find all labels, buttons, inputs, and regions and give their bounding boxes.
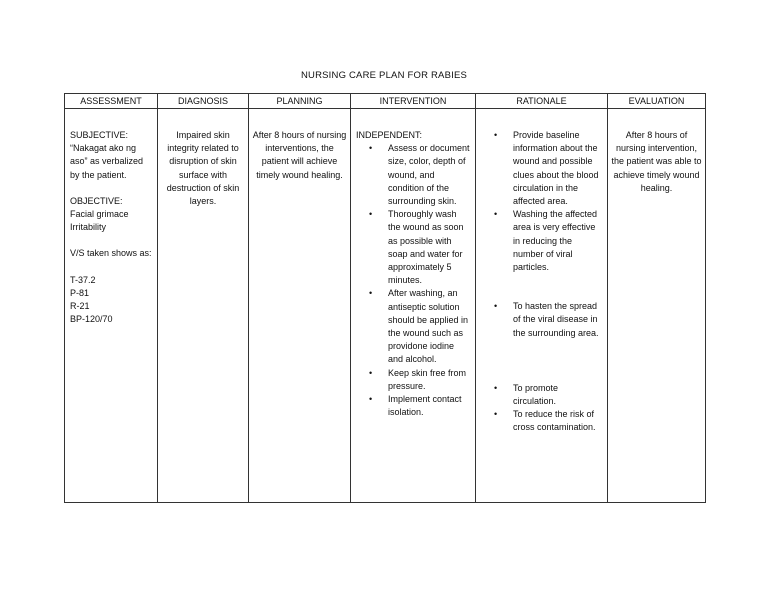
care-plan-table [64, 93, 706, 503]
intervention-list [352, 142, 474, 419]
list-item [352, 208, 474, 287]
intervention-item: Assess or document size, color, depth of wound, and condition of the surrounding skin. [388, 143, 470, 207]
bullet-icon: • [494, 130, 498, 140]
document-title: NURSING CARE PLAN FOR RABIES [300, 70, 468, 81]
header-assessment: ASSESSMENT [65, 94, 158, 109]
rationale-cell [476, 109, 608, 503]
intervention-label: INDEPENDENT: [356, 130, 423, 140]
vital-signs-intro: V/S taken shows as: [70, 248, 152, 259]
rationale-item: To promote circulation. [513, 382, 559, 407]
rationale-item: Washing the affected area is very effective in reducing the number of viral particles. [513, 209, 598, 273]
intervention-item: Keep skin free from pressure. [388, 367, 467, 391]
subjective-label: SUBJECTIVE: [70, 130, 129, 140]
diagnosis-cell [158, 109, 249, 503]
rationale-list [477, 129, 606, 435]
intervention-item: Implement contact isolation. [388, 394, 462, 418]
bullet-icon: • [369, 288, 373, 299]
vital-sign: R-21 [70, 301, 90, 312]
objective-item: Facial grimace [70, 209, 129, 220]
planning-cell [249, 109, 351, 503]
list-item [352, 367, 474, 393]
bullet-icon: • [369, 209, 373, 220]
intervention-item: Thoroughly wash the wound as soon as possible with soap and water for approximately 5 minutes. [388, 209, 464, 286]
rationale-item: Provide baseline information about the wound and possible clues about the blood circulation in the affected area. [513, 130, 599, 207]
bullet-icon: • [369, 143, 373, 154]
assessment-cell [65, 109, 158, 503]
diagnosis-text: Impaired skin integrity related to disruption of skin surface with destruction of skin layers. [166, 130, 240, 207]
header-evaluation: EVALUATION [608, 94, 706, 109]
objective-label: OBJECTIVE: [70, 195, 123, 206]
bullet-icon: • [494, 382, 498, 393]
bullet-icon: • [494, 301, 498, 312]
planning-text: After 8 hours of nursing interventions, the patient will achieve timely wound healing. [252, 130, 347, 180]
header-intervention: INTERVENTION [351, 94, 476, 109]
list-item [352, 393, 474, 419]
evaluation-text: After 8 hours of nursing intervention, the patient was able to achieve timely wound healing. [611, 130, 702, 193]
evaluation-cell [608, 109, 706, 503]
intervention-item: After washing, an antiseptic solution should be applied in the wound such as providone iodine and alcohol. [388, 288, 469, 365]
table-header-row [65, 94, 706, 109]
header-planning: PLANNING [249, 94, 351, 109]
vital-sign: T-37.2 [70, 274, 96, 285]
list-item [352, 142, 474, 208]
bullet-icon: • [494, 409, 498, 420]
bullet-icon: • [369, 367, 373, 378]
intervention-cell [351, 109, 476, 503]
vital-sign: P-81 [70, 287, 90, 298]
header-rationale: RATIONALE [476, 94, 608, 109]
list-item [477, 208, 606, 274]
list-item [477, 408, 606, 434]
list-item [477, 382, 606, 408]
list-item [352, 287, 474, 366]
list-item [477, 129, 606, 208]
bullet-icon: • [494, 209, 498, 220]
list-item [477, 300, 606, 340]
header-diagnosis: DIAGNOSIS [158, 94, 249, 109]
rationale-item: To reduce the risk of cross contamination. [513, 409, 596, 433]
table-body-row [65, 109, 706, 503]
bullet-icon: • [369, 394, 373, 405]
subjective-text: “Nakagat ako ng aso” as verbalized by the patient. [70, 143, 144, 180]
objective-item: Irritability [70, 222, 107, 233]
vital-sign: BP-120/70 [70, 314, 113, 325]
rationale-item: To hasten the spread of the viral disease in the surrounding area. [513, 301, 599, 338]
